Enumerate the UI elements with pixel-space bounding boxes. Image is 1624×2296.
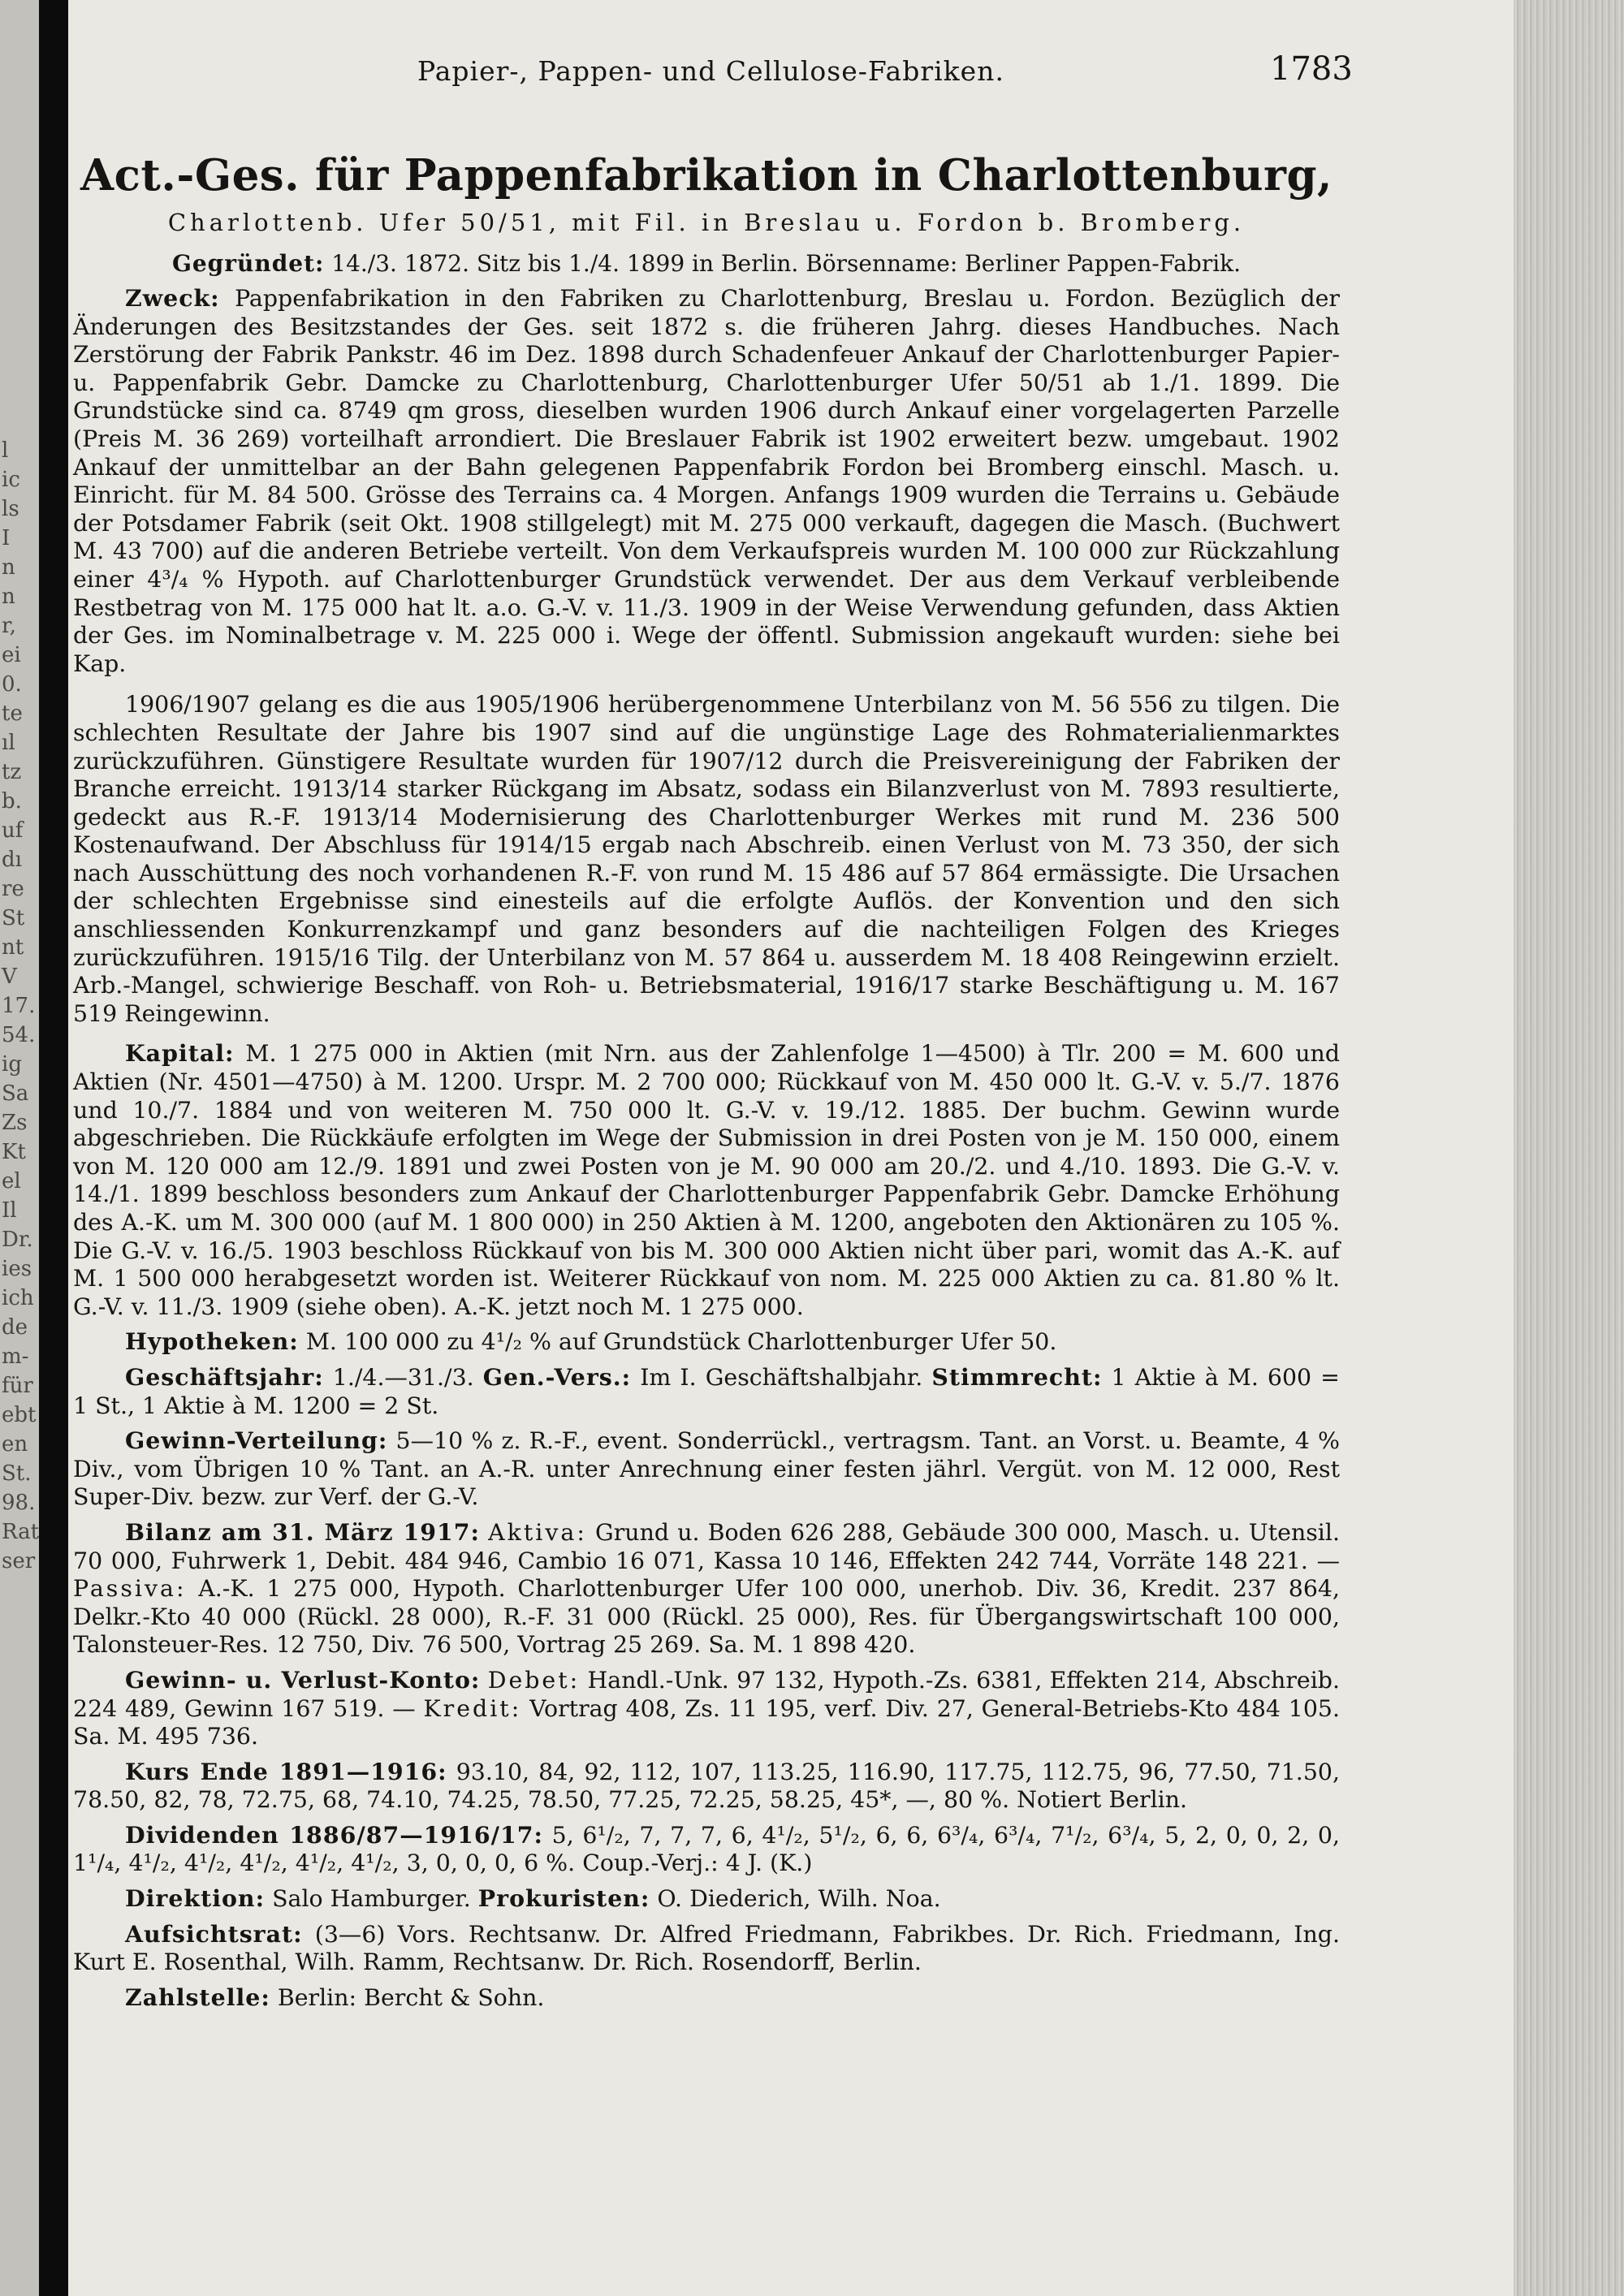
gewinn-verlust-label: Gewinn- u. Verlust-Konto: xyxy=(125,1665,481,1694)
margin-fragment: Il xyxy=(2,1198,17,1223)
prokuristen-text: O. Diederich, Wilh. Noa. xyxy=(657,1885,941,1913)
margin-fragment: Zs xyxy=(2,1111,28,1135)
zweck-section xyxy=(73,284,1340,678)
direktion-label: Direktion: xyxy=(125,1884,266,1913)
bilanz-label: Bilanz am 31. März 1917: xyxy=(125,1517,480,1546)
hypotheken-section xyxy=(73,1327,1340,1357)
hypotheken-label: Hypotheken: xyxy=(125,1327,299,1356)
margin-fragment: de xyxy=(2,1315,28,1340)
margin-fragment: ic xyxy=(2,468,20,492)
hypotheken-text: M. 100 000 zu 4¹/₂ % auf Grundstück Charlottenburger Ufer 50. xyxy=(305,1328,1057,1356)
margin-fragment: dı xyxy=(2,848,22,872)
margin-fragment: ebt xyxy=(2,1403,37,1427)
margin-fragment: l xyxy=(2,438,9,463)
direktion-section xyxy=(73,1884,1340,1914)
history-paragraph: 1906/1907 gelang es die aus 1905/1906 herübergenommene Unterbilanz von M. 56 556 zu tilgen. Die schlechten Resultate der Jahre bis 1907 sind auf die ungünstige Lage des Rohmaterialienmarktes zurückzuführen. Günstigere Resultate wurden für 1907/12 durch die Preisvereinigung der Fabriken der Branche erreicht. 1913/14 starker Rückgang im Absatz, sodass ein Bilanzverlust von M. 7893 resultierte, gedeckt aus R.-F. 1913/14 Modernisierung des Charlottenburger Werkes mit rund M. 236 500 Kostenaufwand. Der Abschluss für 1914/15 ergab nach Abschreib. einen Verlust von M. 73 350, der sich nach Ausschüttung des noch vorhandenen R.-F. von rund M. 15 486 auf 57 864 ermässigte. Die Ursachen der schlechten Ergebnisse sind einesteils auf die erfolgte Auflös. der Konvention und den sich anschliessenden Konkurrenzkampf und ganz besonders auf die nachteiligen Folgen des Krieges zurückzuführen. 1915/16 Tilg. der Unterbilanz von M. 57 864 u. ausserdem M. 18 408 Reingewinn erzielt. Arb.-Mangel, schwierige Beschaff. von Roh- u. Betriebsmaterial, 1916/17 starke Beschäftigung u. M. 167 519 Reingewinn. xyxy=(73,691,1340,1027)
kredit-label: Kredit: xyxy=(423,1694,522,1722)
margin-fragment: n xyxy=(2,555,15,580)
margin-fragment: ls xyxy=(2,497,19,521)
zahlstelle-section xyxy=(73,1983,1340,2013)
margin-fragment: tz xyxy=(2,760,22,784)
running-head-title: Papier-, Pappen- und Cellulose-Fabriken. xyxy=(417,55,1004,87)
kapital-label: Kapital: xyxy=(125,1039,235,1068)
dividenden-section xyxy=(73,1821,1340,1878)
page-number: 1783 xyxy=(1270,50,1353,88)
margin-fragment: b. xyxy=(2,789,22,814)
margin-fragment: Kt xyxy=(2,1140,26,1164)
gewinn-verteilung-label: Gewinn-Verteilung: xyxy=(125,1426,388,1455)
zahlstelle-text: Berlin: Bercht & Sohn. xyxy=(277,1983,545,2011)
binding-shadow xyxy=(39,0,68,2296)
gewinn-verteilung-text: 5—10 % z. R.-F., event. Sonderrückl., vertragsm. Tant. an Vorst. u. Beamte, 4 % Div., vom Übrigen 10 % Tant. an A.-R. unter Anrechnung einer festen jährl. Vergüt. von M. 12 000, Rest Super-Div. bezw. zur Verf. der G.-V. xyxy=(73,1427,1340,1511)
stimmrecht-text: 1 Aktie à M. 600 = 1 St., 1 Aktie à M. 1200 = 2 St. xyxy=(73,1363,1340,1419)
company-address: Charlottenb. Ufer 50/51, mit Fil. in Breslau u. Fordon b. Bromberg. xyxy=(167,209,1246,236)
kredit-text: Vortrag 408, Zs. 11 195, verf. Div. 27, General-Betriebs-Kto 484 105. Sa. M. 495 736. xyxy=(73,1694,1340,1750)
scanned-page xyxy=(68,0,1514,2296)
gen-vers-label: Gen.-Vers.: xyxy=(482,1362,632,1391)
gewinn-verteilung-section xyxy=(73,1426,1340,1512)
margin-fragment: r, xyxy=(2,614,16,638)
kurs-label: Kurs Ende 1891—1916: xyxy=(125,1757,447,1785)
debet-label: Debet: xyxy=(487,1666,581,1694)
kapital-text: M. 1 275 000 in Aktien (mit Nrn. aus der Zahlenfolge 1—4500) à Tlr. 200 = M. 600 und Aktien (Nr. 4501—4750) à M. 1200. Urspr. M. 2 700 000; Rückkauf von M. 450 000 lt. G.-V. v. 5./7. 1876 und 10./7. 1884 und von weiteren M. 750 000 lt. G.-V. v. 19./12. 1885. Der buchm. Gewinn wurde abgeschrieben. Die Rückkäufe erfolgten im Wege der Submission in drei Posten von je M. 150 000, einem von M. 120 000 am 12./9. 1891 und zwei Posten von je M. 90 000 am 20./2. und 4./10. 1893. Die G.-V. v. 14./1. 1899 beschloss besonders zum Ankauf der Charlottenburger Pappenfabrik Gebr. Damcke Erhöhung des A.-K. um M. 300 000 (auf M. 1 800 000) in 250 Aktien à M. 1200, angeboten den Aktionären zu 105 %. Die G.-V. v. 16./5. 1903 beschloss Rückkauf von bis M. 300 000 Aktien nicht über pari, womit das A.-K. auf M. 1 500 000 herabgesetzt worden ist. Weiterer Rückkauf von nom. M. 225 000 Aktien zu ca. 81.80 % lt. G.-V. v. 11./3. 1909 (siehe oben). A.-K. jetzt noch M. 1 275 000. xyxy=(73,1040,1340,1320)
founded-text: 14./3. 1872. Sitz bis 1./4. 1899 in Berlin. Börsenname: Berliner Pappen-Fabrik. xyxy=(331,250,1242,277)
founded-label: Gegründet: xyxy=(171,250,325,277)
margin-fragment: re xyxy=(2,877,24,901)
gewinn-verlust-section xyxy=(73,1666,1340,1751)
aktiva-text: Grund u. Boden 626 288, Gebäude 300 000, Masch. u. Utensil. 70 000, Fuhrwerk 1, Debit. 484 946, Cambio 16 071, Kassa 10 146, Effekten 242 744, Vorräte 148 221. — xyxy=(73,1518,1340,1574)
passiva-text: A.-K. 1 275 000, Hypoth. Charlottenburger Ufer 100 000, unerhob. Div. 36, Kredit. 237 864, Delkr.-Kto 40 000 (Rückl. 28 000), R.-F. 31 000 (Rückl. 25 000), Res. für Übergangswirtschaft 100 000, Talonsteuer-Res. 12 750, Div. 76 500, Vortrag 25 269. Sa. M. 1 898 420. xyxy=(73,1575,1340,1659)
prokuristen-label: Prokuristen: xyxy=(477,1884,650,1913)
margin-fragment: m- xyxy=(2,1344,29,1369)
aufsichtsrat-text: (3—6) Vors. Rechtsanw. Dr. Alfred Friedmann, Fabrikbes. Dr. Rich. Friedmann, Ing. Kurt E. Rosenthal, Wilh. Ramm, Rechtsanw. Dr. Rich. Rosendorff, Berlin. xyxy=(73,1920,1341,1976)
margin-fragment: V xyxy=(2,965,17,989)
geschaeftsjahr-section xyxy=(73,1363,1340,1420)
margin-fragment: ies xyxy=(2,1257,32,1281)
dividenden-label: Dividenden 1886/87—1916/17: xyxy=(125,1820,543,1849)
margin-fragment: ser xyxy=(2,1549,36,1573)
zweck-text: Pappenfabrikation in den Fabriken zu Charlottenburg, Breslau u. Fordon. Bezüglich der Änderungen des Besitzstandes der Ges. seit 1872 s. die früheren Jahrg. dieses Handbuches. Nach Zerstörung der Fabrik Pankstr. 46 im Dez. 1898 durch Schadenfeuer Ankauf der Charlottenburger Papier- u. Pappenfabrik Gebr. Damcke zu Charlottenburg, Charlottenburger Ufer 50/51 ab 1./1. 1899. Die Grundstücke sind ca. 8749 qm gross, dieselben wurden 1906 durch Ankauf einer vorgelagerten Parzelle (Preis M. 36 269) vorteilhaft arrondiert. Die Breslauer Fabrik ist 1902 erweitert bezw. umgebaut. 1902 Ankauf der unmittelbar an der Bahn gelegenen Pappenfabrik Fordon bei Bromberg einschl. Masch. u. Einricht. für M. 84 500. Grösse des Terrains ca. 4 Morgen. Anfangs 1909 wurden die Terrains u. Gebäude der Potsdamer Fabrik (seit Okt. 1908 stillgelegt) mit M. 275 000 verkauft, dagegen die Masch. (Buchwert M. 43 700) auf die anderen Betriebe verteilt. Von dem Verkaufspreis wurden M. 100 000 zur Rückzahlung einer 4³/₄ % Hypoth. auf Charlottenburger Grundstück verwendet. Der aus dem Verkauf verbleibende Restbetrag von M. 175 000 hat lt. a.o. G.-V. v. 11./3. 1909 in der Weise Verwendung gefunden, dass Aktien der Ges. im Nominalbetrage v. M. 225 000 i. Wege der öffentl. Submission angekauft wurden: siehe bei Kap. xyxy=(73,285,1340,677)
running-head xyxy=(68,50,1514,99)
company-title: Act.-Ges. für Pappenfabrikation in Charlottenburg, xyxy=(80,150,1332,201)
margin-fragment: 0. xyxy=(2,672,22,697)
stimmrecht-label: Stimmrecht: xyxy=(931,1362,1103,1391)
kapital-section xyxy=(73,1039,1340,1321)
bilanz-section xyxy=(73,1518,1340,1659)
page-edge-stack xyxy=(1514,0,1624,2296)
margin-fragment: Dr. xyxy=(2,1228,33,1252)
aktiva-label: Aktiva: xyxy=(488,1518,587,1546)
article xyxy=(73,151,1340,2012)
kurs-section xyxy=(73,1758,1340,1815)
founded-line xyxy=(73,250,1340,278)
margin-fragment: en xyxy=(2,1432,28,1457)
margin-fragment: 17. xyxy=(2,994,36,1018)
margin-fragment: I xyxy=(2,526,11,550)
gen-vers-text: Im I. Geschäftshalbjahr. xyxy=(640,1363,923,1391)
debet-text: Handl.-Unk. 97 132, Hypoth.-Zs. 6381, Effekten 214, Abschreib. 224 489, Gewinn 167 519. — xyxy=(73,1666,1340,1722)
zahlstelle-label: Zahlstelle: xyxy=(125,1983,270,2011)
margin-fragment: Rat xyxy=(2,1520,40,1544)
margin-fragment: 98. xyxy=(2,1491,36,1515)
margin-fragment: uf xyxy=(2,818,24,843)
margin-fragment: Sa xyxy=(2,1081,29,1106)
passiva-label: Passiva: xyxy=(73,1575,187,1603)
kurs-text: 93.10, 84, 92, 112, 107, 113.25, 116.90, 117.75, 112.75, 96, 77.50, 71.50, 78.50, 82, 78, 72.75, 68, 74.10, 74.25, 78.50, 77.25, 72.25, 58.25, 45*, —, 80 %. Notiert Berlin. xyxy=(73,1758,1340,1814)
margin-fragment: St xyxy=(2,906,25,930)
margin-fragment: ıl xyxy=(2,731,15,755)
margin-fragment: ig xyxy=(2,1052,22,1077)
margin-fragment: el xyxy=(2,1169,21,1193)
geschaeftsjahr-text: 1./4.—31./3. xyxy=(332,1363,474,1391)
margin-fragment: ei xyxy=(2,643,21,667)
margin-fragment: te xyxy=(2,701,23,726)
adjacent-page-margin xyxy=(0,0,39,2296)
margin-fragment: 54. xyxy=(2,1023,36,1047)
margin-fragment: St. xyxy=(2,1461,32,1486)
dividenden-text: 5, 6¹/₂, 7, 7, 7, 6, 4¹/₂, 5¹/₂, 6, 6, 6³/₄, 6³/₄, 7¹/₂, 6³/₄, 5, 2, 0, 0, 2, 0, 1¹/₄, 4¹/₂, 4¹/₂, 4¹/₂, 4¹/₂, 4¹/₂, 3, 0, 0, 0, 6 %. Coup.-Verj.: 4 J. (K.) xyxy=(73,1821,1340,1877)
aufsichtsrat-section xyxy=(73,1920,1340,1977)
direktion-text: Salo Hamburger. xyxy=(272,1885,471,1913)
margin-fragment: nt xyxy=(2,935,24,960)
margin-fragment: n xyxy=(2,585,15,609)
zweck-label: Zweck: xyxy=(125,284,220,312)
margin-fragment: für xyxy=(2,1374,33,1398)
aufsichtsrat-label: Aufsichtsrat: xyxy=(125,1919,303,1948)
geschaeftsjahr-label: Geschäftsjahr: xyxy=(125,1362,324,1391)
margin-fragment: ich xyxy=(2,1286,34,1310)
